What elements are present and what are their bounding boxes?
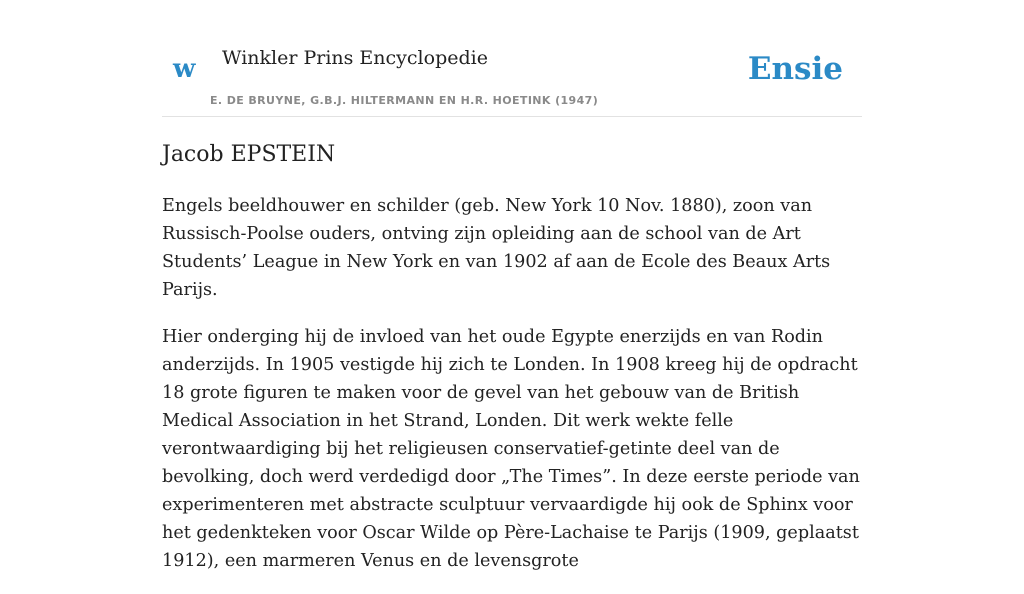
article-paragraph: Engels beeldhouwer en schilder (geb. New York 10 Nov. 1880), zoon van Russisch-Poolse ouders, ontving zijn opleiding aan de school van de Art Students’ League in New York en van 1902 af aan de Ecole des Beaux Arts Parijs.	[162, 196, 831, 300]
article-body	[162, 192, 862, 594]
page	[162, 0, 862, 571]
source-logo[interactable]: w	[173, 54, 196, 84]
article-title: Jacob EPSTEIN	[162, 142, 336, 167]
source-header	[162, 0, 862, 117]
article-paragraph: Hier onderging hij de invloed van het oude Egypte enerzijds en van Rodin anderzijds. In 1905 vestigde hij zich te Londen. In 1908 kreeg hij de opdracht 18 grote figuren te maken voor de gevel van het gebouw van de British Medical Association in het Strand, Londen. Dit werk wekte felle verontwaardiging bij het religieusen conservatief-getinte deel van de bevolking, doch werd verdedigd door „The Times”. In deze eerste periode van experimenteren met abstracte sculptuur vervaardigde hij ook de Sphinx voor het gedenkteken voor Oscar Wilde op Père-Lachaise te Parijs (1909, geplaatst 1912), een marmeren Venus en de levensgrote	[162, 327, 860, 571]
brand-logo[interactable]: Ensie	[747, 51, 843, 87]
source-authors: E. DE BRUYNE, G.B.J. HILTERMANN EN H.R. HOETINK (1947)	[210, 94, 599, 107]
source-title-link[interactable]: Winkler Prins Encyclopedie	[222, 47, 488, 69]
